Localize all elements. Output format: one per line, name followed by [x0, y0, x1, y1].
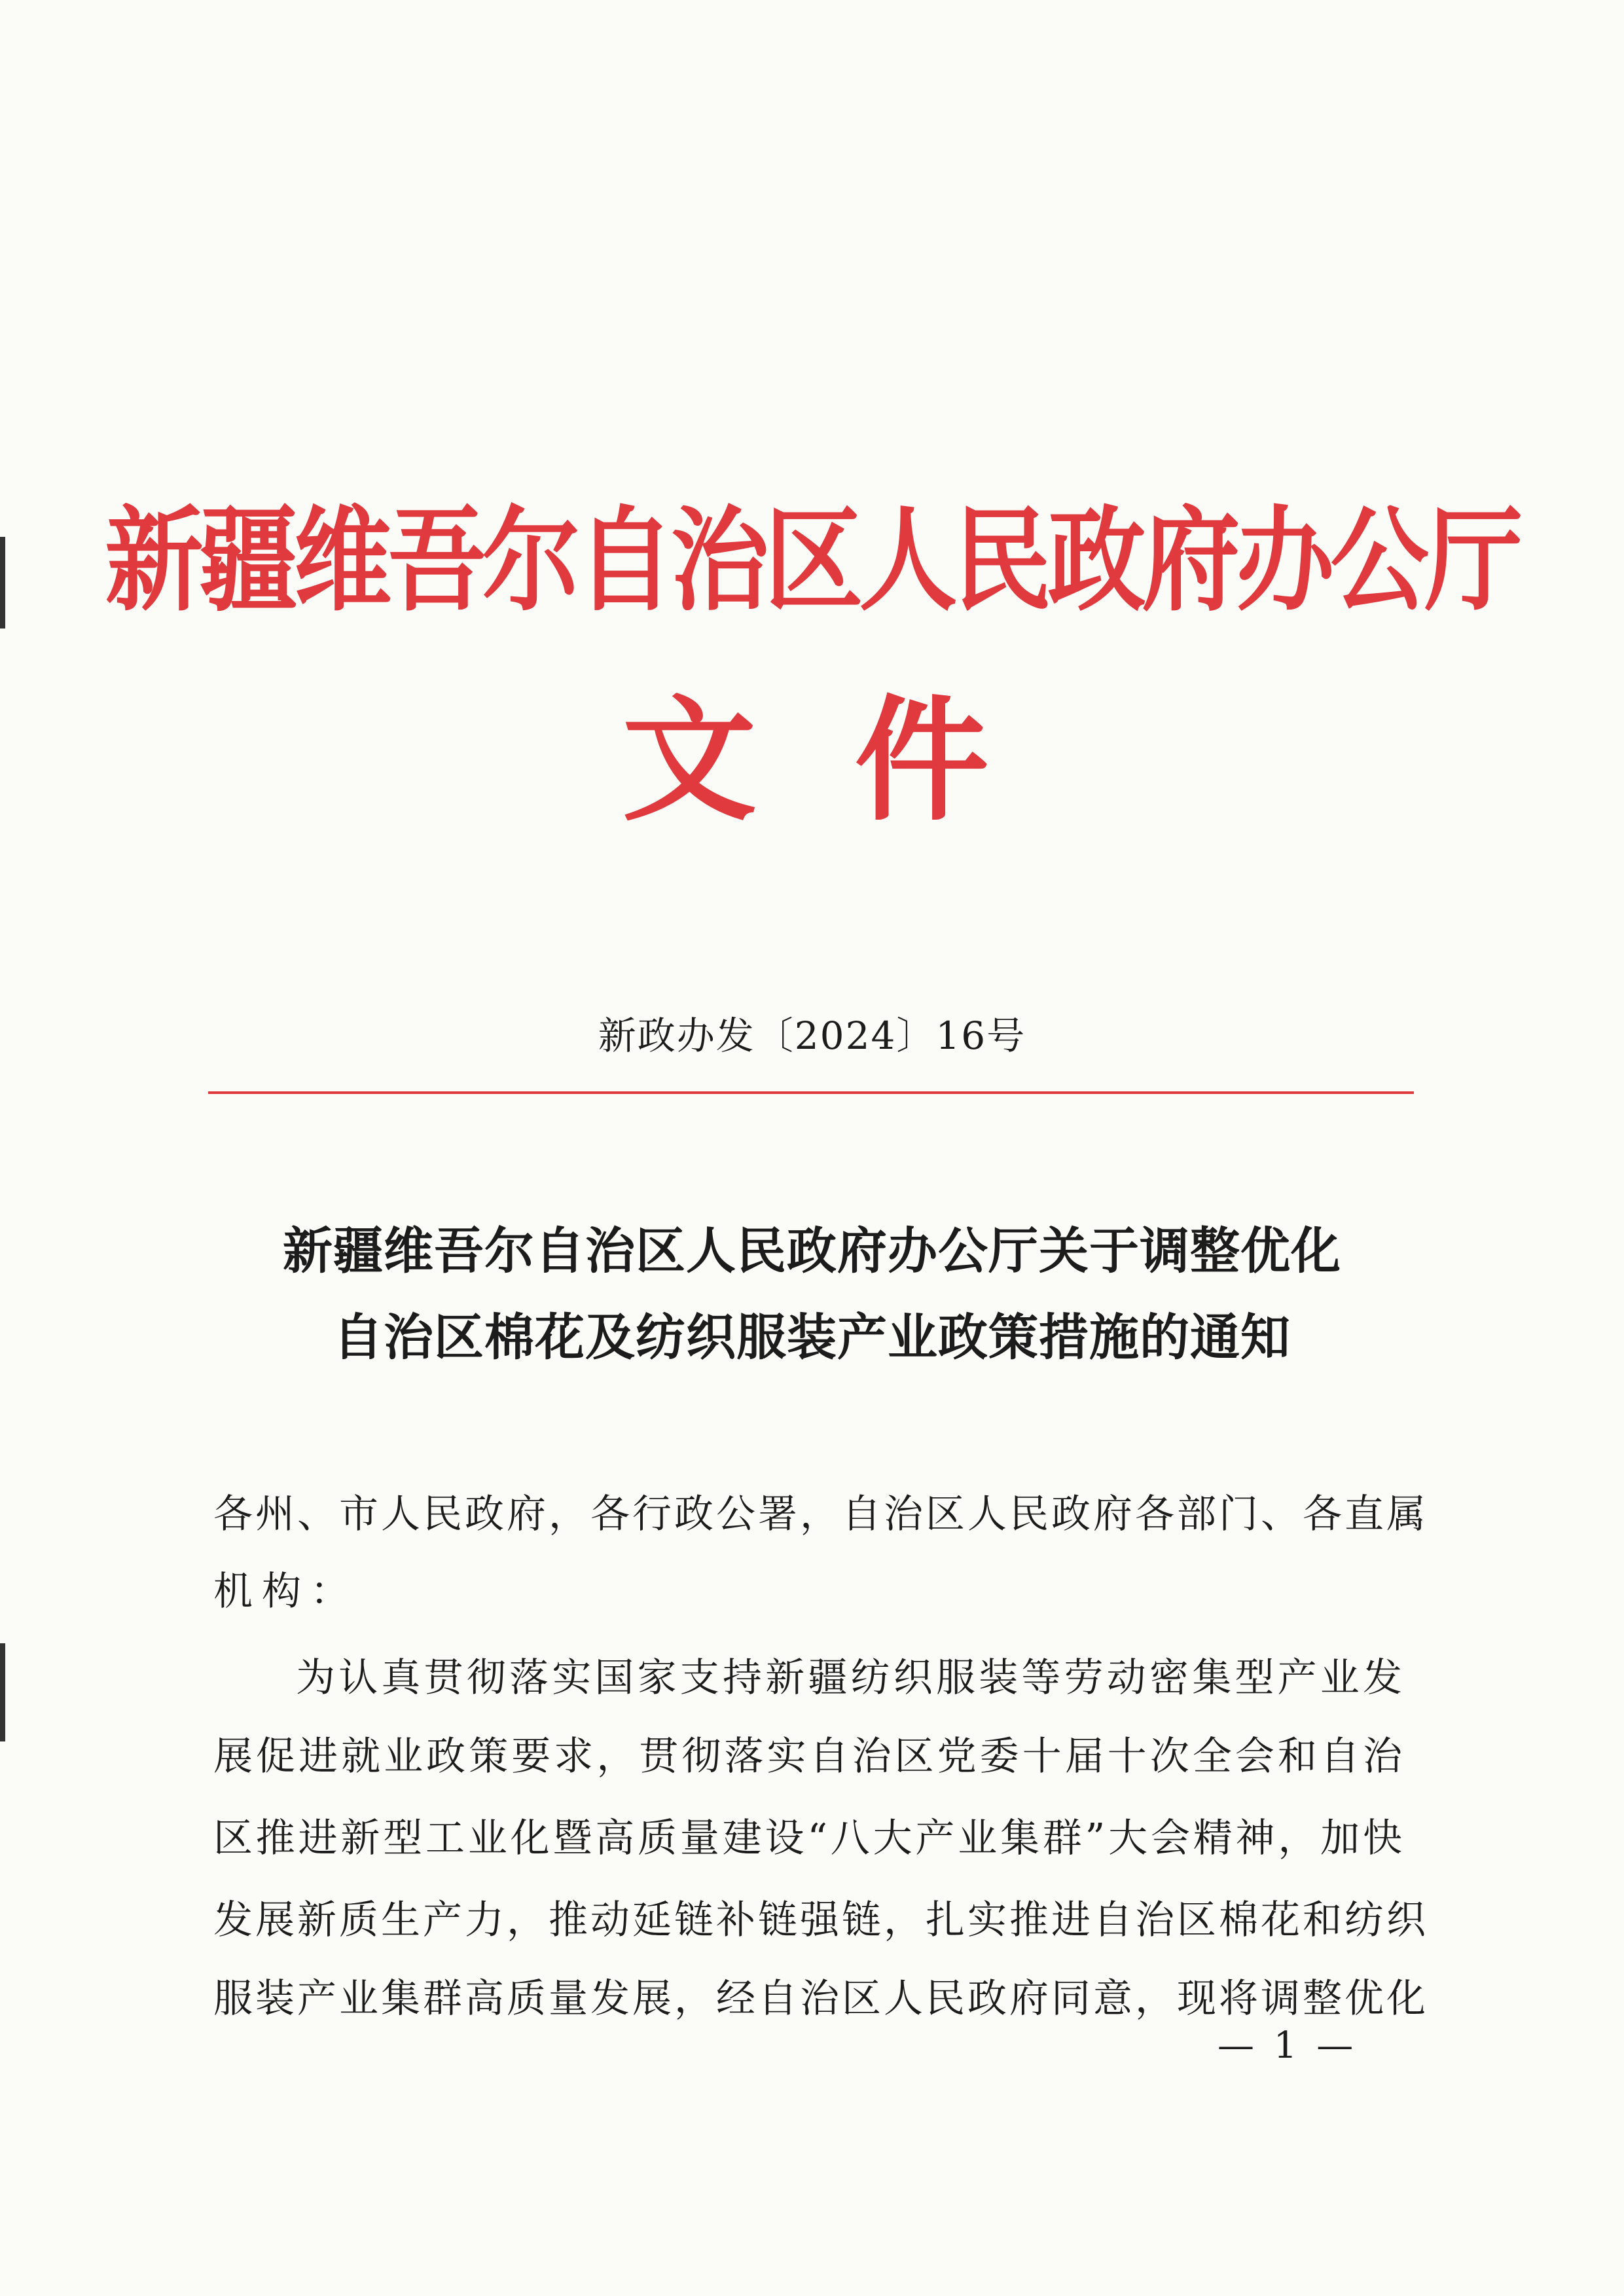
body-line: 为认真贯彻落实国家支持新疆纺织服装等劳动密集型产业发 — [296, 1655, 1405, 1701]
body-line: 服装产业集群高质量发展，经自治区人民政府同意，现将调整优化 — [213, 1976, 1428, 2022]
binding-mark-bottom — [0, 1643, 5, 1741]
issuer-name: 新疆维吾尔自治区人民政府办公厅 — [105, 494, 1519, 627]
body-line: 区推进新型工业化暨高质量建设“八大产业集群”大会精神，加快 — [213, 1815, 1405, 1861]
red-separator-line — [208, 1091, 1414, 1094]
document-type: 文件 — [622, 682, 1087, 839]
document-title-line-1: 新疆维吾尔自治区人民政府办公厅关于调整优化 — [283, 1222, 1341, 1280]
body-line: 发展新质生产力，推动延链补链强链，扎实推进自治区棉花和纺织 — [213, 1897, 1428, 1943]
body-line: 展促进就业政策要求，贯彻落实自治区党委十届十次全会和自治 — [213, 1734, 1405, 1779]
addressee-line-2: 机构： — [213, 1569, 359, 1614]
document-title-line-2: 自治区棉花及纺织服装产业政策措施的通知 — [333, 1308, 1291, 1366]
document-number: 新政办发〔2024〕16号 — [598, 1013, 1026, 1058]
page-number: — 1 — — [1218, 2024, 1358, 2067]
addressee-line-1: 各州、市人民政府，各行政公署，自治区人民政府各部门、各直属 — [213, 1491, 1428, 1537]
